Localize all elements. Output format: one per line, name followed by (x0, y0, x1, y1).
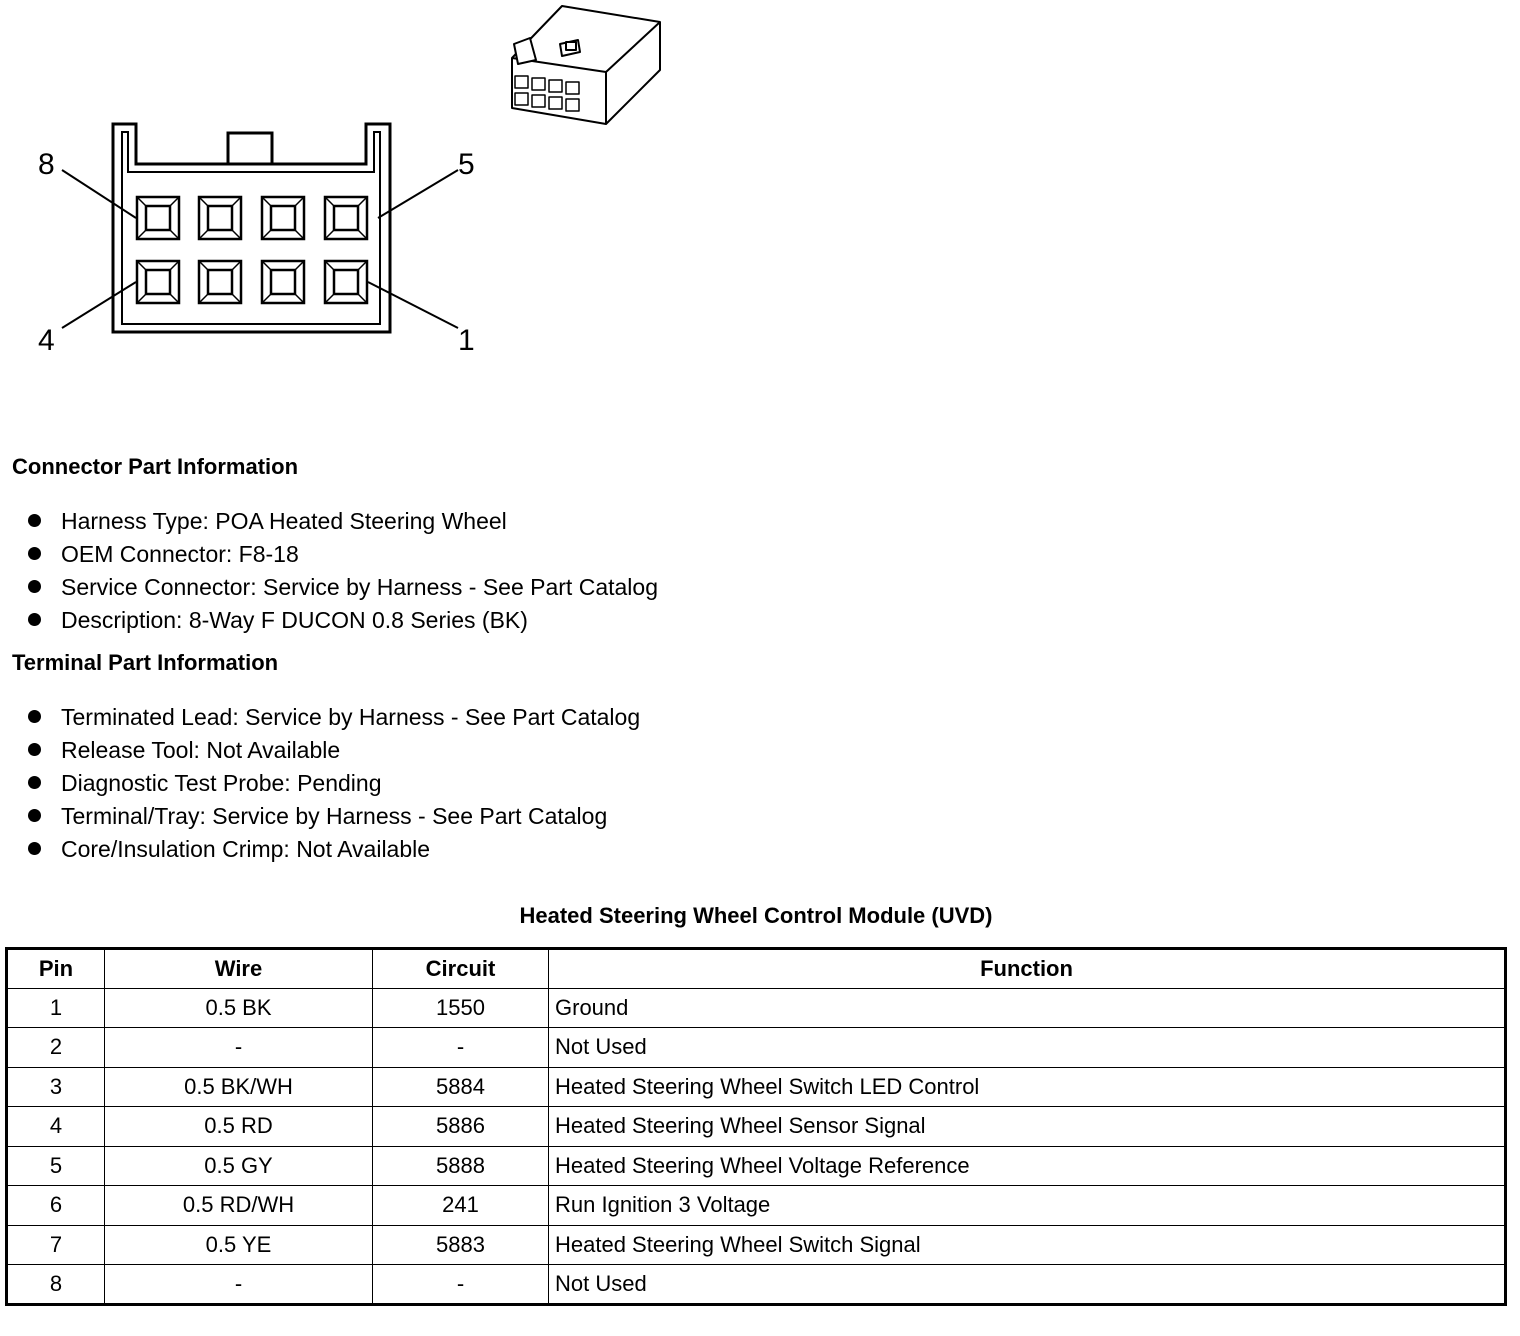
cell-pin: 3 (7, 1067, 105, 1107)
connector-face (113, 124, 390, 332)
connector-info-title: Connector Part Information (12, 454, 299, 479)
cell-pin: 5 (7, 1146, 105, 1186)
pin-label-4: 4 (38, 324, 55, 357)
list-item (28, 734, 640, 767)
table-row (7, 1067, 1506, 1107)
table-row (7, 1146, 1506, 1186)
cell-function: Heated Steering Wheel Switch LED Control (549, 1067, 1506, 1107)
cell-pin: 6 (7, 1186, 105, 1226)
bullet-icon (28, 580, 41, 593)
connector-isometric-view (512, 6, 660, 124)
cell-function: Not Used (549, 1028, 1506, 1068)
list-item-text: Terminal/Tray: Service by Harness - See Part Catalog (61, 803, 608, 829)
pin-label-1: 1 (458, 324, 475, 357)
list-item (28, 604, 658, 637)
list-item (28, 505, 658, 538)
table-row (7, 1225, 1506, 1265)
terminal-info-list (28, 701, 640, 866)
cell-function: Heated Steering Wheel Sensor Signal (549, 1107, 1506, 1147)
header-function: Function (549, 949, 1506, 989)
list-item-text: Diagnostic Test Probe: Pending (61, 770, 382, 796)
cell-circuit: - (373, 1265, 549, 1305)
pin-label-5: 5 (458, 148, 475, 181)
list-item-text: OEM Connector: F8-18 (61, 541, 299, 567)
list-item (28, 538, 658, 571)
pin-table (5, 947, 1507, 1306)
header-circuit: Circuit (373, 949, 549, 989)
cell-circuit: 5886 (373, 1107, 549, 1147)
cell-pin: 1 (7, 988, 105, 1028)
cell-wire: 0.5 RD (105, 1107, 373, 1147)
cell-wire: - (105, 1265, 373, 1305)
cell-pin: 7 (7, 1225, 105, 1265)
table-row (7, 988, 1506, 1028)
cell-function: Not Used (549, 1265, 1506, 1305)
list-item-text: Release Tool: Not Available (61, 737, 341, 763)
cell-pin: 8 (7, 1265, 105, 1305)
connector-diagram (0, 0, 700, 380)
pin-label-8: 8 (38, 148, 55, 181)
cell-circuit: - (373, 1028, 549, 1068)
list-item-text: Terminated Lead: Service by Harness - See Part Catalog (61, 704, 641, 730)
terminal-info-title: Terminal Part Information (12, 650, 279, 675)
cell-circuit: 1550 (373, 988, 549, 1028)
list-item (28, 800, 640, 833)
bullet-icon (28, 710, 41, 723)
cell-circuit: 5888 (373, 1146, 549, 1186)
list-item (28, 833, 640, 866)
table-header-row (7, 949, 1506, 989)
cell-pin: 2 (7, 1028, 105, 1068)
cell-function: Heated Steering Wheel Switch Signal (549, 1225, 1506, 1265)
cell-pin: 4 (7, 1107, 105, 1147)
table-row (7, 1186, 1506, 1226)
cell-circuit: 5884 (373, 1067, 549, 1107)
cell-circuit: 5883 (373, 1225, 549, 1265)
bullet-icon (28, 743, 41, 756)
list-item-text: Description: 8-Way F DUCON 0.8 Series (BK) (61, 607, 528, 633)
cell-wire: 0.5 BK (105, 988, 373, 1028)
list-item (28, 701, 640, 734)
list-item-text: Core/Insulation Crimp: Not Available (61, 836, 431, 862)
bullet-icon (28, 776, 41, 789)
connector-info-list (28, 505, 658, 637)
cell-function: Run Ignition 3 Voltage (549, 1186, 1506, 1226)
cell-wire: 0.5 RD/WH (105, 1186, 373, 1226)
table-row (7, 1265, 1506, 1305)
bullet-icon (28, 809, 41, 822)
table-title: Heated Steering Wheel Control Module (UVD) (519, 903, 993, 928)
cell-wire: 0.5 YE (105, 1225, 373, 1265)
list-item (28, 571, 658, 604)
bullet-icon (28, 547, 41, 560)
bullet-icon (28, 613, 41, 626)
cell-function: Ground (549, 988, 1506, 1028)
bullet-icon (28, 514, 41, 527)
list-item-text: Harness Type: POA Heated Steering Wheel (61, 508, 507, 534)
table-row (7, 1028, 1506, 1068)
bullet-icon (28, 842, 41, 855)
cell-circuit: 241 (373, 1186, 549, 1226)
list-item (28, 767, 640, 800)
cell-wire: - (105, 1028, 373, 1068)
list-item-text: Service Connector: Service by Harness - See Part Catalog (61, 574, 658, 600)
header-wire: Wire (105, 949, 373, 989)
cell-function: Heated Steering Wheel Voltage Reference (549, 1146, 1506, 1186)
table-row (7, 1107, 1506, 1147)
cell-wire: 0.5 BK/WH (105, 1067, 373, 1107)
cell-wire: 0.5 GY (105, 1146, 373, 1186)
header-pin: Pin (7, 949, 105, 989)
